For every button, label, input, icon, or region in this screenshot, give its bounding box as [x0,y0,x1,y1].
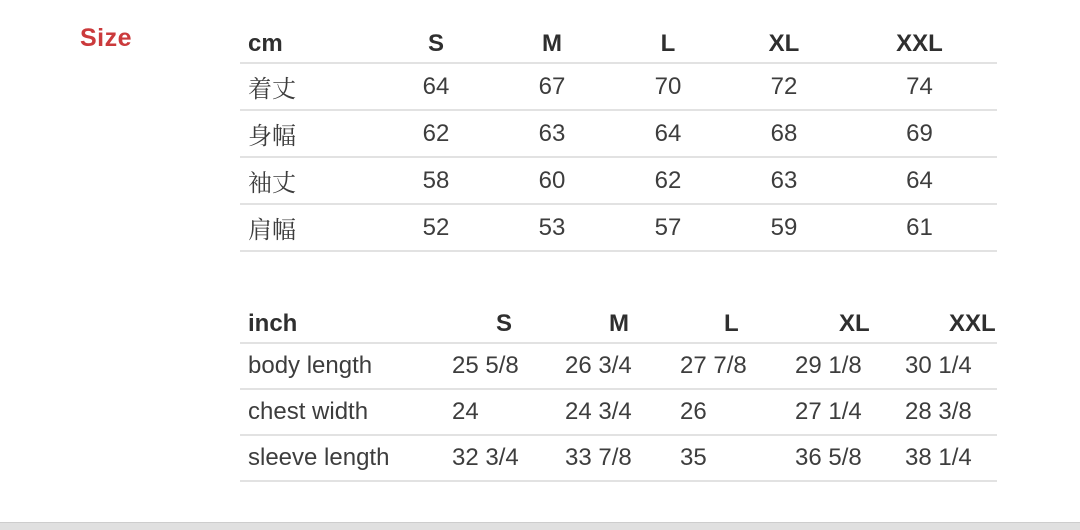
size-column-header-m: M [565,306,680,343]
row-label: 肩幅 [240,204,378,251]
measurement-value: 26 [680,389,795,435]
size-column-header-xl: XL [795,306,905,343]
measurement-value: 67 [494,63,610,110]
measurement-value: 62 [610,157,726,204]
size-column-header-xxl: XXL [905,306,997,343]
row-label: 袖丈 [240,157,378,204]
inch-table-header-row [240,306,997,343]
size-column-header-s: S [452,306,565,343]
measurement-value: 59 [726,204,842,251]
measurement-row-body-length-cm [240,63,997,110]
measurement-row-chest-width-inch [240,389,997,435]
measurement-value: 29 1/8 [795,343,905,389]
measurement-row-sleeve-length-inch [240,435,997,481]
size-column-header-l: L [680,306,795,343]
measurement-row-shoulder-width-cm [240,204,997,251]
row-label: chest width [240,389,452,435]
measurement-value: 57 [610,204,726,251]
measurement-value: 72 [726,63,842,110]
cm-size-table [240,26,997,252]
measurement-value: 27 7/8 [680,343,795,389]
cm-table-header-row [240,26,997,63]
measurement-value: 69 [842,110,997,157]
measurement-value: 26 3/4 [565,343,680,389]
inch-unit-header: inch [240,306,452,343]
size-column-header-m: M [494,26,610,63]
inch-size-table [240,306,997,482]
measurement-value: 24 [452,389,565,435]
measurement-value: 24 3/4 [565,389,680,435]
row-label: sleeve length [240,435,452,481]
measurement-value: 63 [494,110,610,157]
measurement-value: 64 [842,157,997,204]
measurement-row-chest-width-cm [240,110,997,157]
measurement-value: 25 5/8 [452,343,565,389]
measurement-value: 74 [842,63,997,110]
measurement-value: 70 [610,63,726,110]
size-column-header-l: L [610,26,726,63]
measurement-value: 27 1/4 [795,389,905,435]
cm-unit-header: cm [240,26,378,63]
measurement-value: 68 [726,110,842,157]
row-label: 身幅 [240,110,378,157]
measurement-value: 28 3/8 [905,389,997,435]
measurement-value: 64 [610,110,726,157]
measurement-value: 30 1/4 [905,343,997,389]
measurement-value: 35 [680,435,795,481]
measurement-value: 36 5/8 [795,435,905,481]
size-column-header-xl: XL [726,26,842,63]
measurement-row-body-length-inch [240,343,997,389]
measurement-row-sleeve-length-cm [240,157,997,204]
row-label: body length [240,343,452,389]
size-section-title: Size [80,24,133,52]
measurement-value: 61 [842,204,997,251]
measurement-value: 38 1/4 [905,435,997,481]
size-column-header-s: S [378,26,494,63]
size-chart [240,26,997,482]
bottom-edge-bar [0,522,1080,530]
measurement-value: 60 [494,157,610,204]
measurement-value: 63 [726,157,842,204]
measurement-value: 33 7/8 [565,435,680,481]
measurement-value: 32 3/4 [452,435,565,481]
row-label: 着丈 [240,63,378,110]
size-column-header-xxl: XXL [842,26,997,63]
measurement-value: 52 [378,204,494,251]
measurement-value: 64 [378,63,494,110]
measurement-value: 62 [378,110,494,157]
measurement-value: 53 [494,204,610,251]
measurement-value: 58 [378,157,494,204]
